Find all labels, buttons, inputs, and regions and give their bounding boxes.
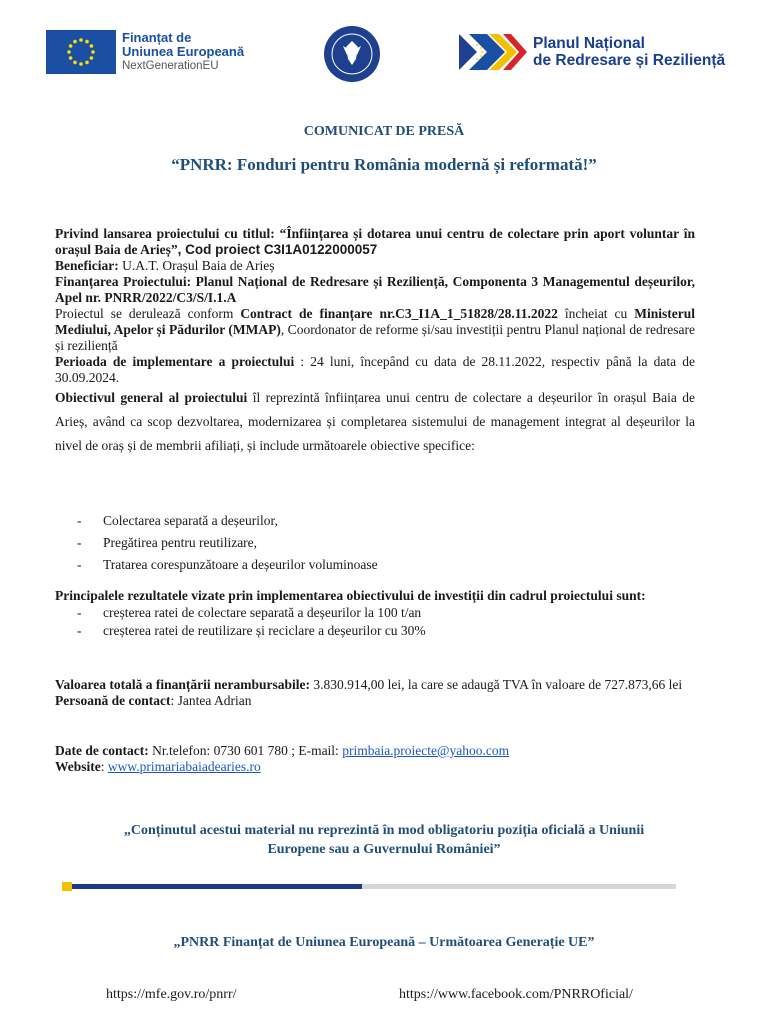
ministry-name: Ministerul Mediului, Apelor și Pădurilor (MMAP): [55, 306, 695, 337]
results-label: Principalele rezultatele vizate prin implementarea obiectivului de investiții din cadrul proiectului sunt:: [55, 588, 646, 603]
specific-objectives-list: [55, 510, 695, 576]
contact-person-label: Persoană de contact: [55, 693, 171, 708]
period-paragraph: [55, 354, 695, 386]
contact-section: [55, 743, 695, 775]
contact-email-link[interactable]: primbaia.proiecte@yahoo.com: [342, 743, 510, 758]
results-heading: [55, 588, 695, 604]
press-release-heading: COMUNICAT DE PRESĂ: [303, 124, 465, 139]
results-section: [55, 588, 695, 640]
eu-logo-line1: Finanțat de: [122, 30, 192, 45]
funding-label: Finanțarea Proiectului: Planul Național de Redresare și Reziliență, Componenta 3 Managementul deșeurilor, Apel nr. PNRR/2022/C3/S/I.1.A: [55, 274, 695, 305]
beneficiary-line: [55, 258, 695, 274]
contact-person-line: [55, 693, 695, 709]
pnrr-logo-icon: [459, 34, 527, 70]
website-label: Website: [55, 759, 101, 774]
eu-funding-logo: [46, 30, 244, 74]
footer-link-facebook[interactable]: https://www.facebook.com/PNRROficial/: [399, 987, 633, 1002]
list-item: - Colectarea separată a deșeurilor,: [55, 510, 695, 532]
press-release-subtitle: “PNRR: Fonduri pentru România modernă și reformată!”: [171, 155, 597, 174]
contact-line: [55, 743, 695, 759]
project-code: , Cod proiect C3I1A0122000057: [177, 242, 378, 257]
contract-post: , Coordonator de reforme și/sau investiții pentru Planul național de redresare și reziliență: [55, 322, 695, 353]
contact-phone: Nr.telefon: 0730 601 780 ; E-mail:: [148, 743, 343, 758]
objective-paragraph: [55, 386, 695, 458]
pnrr-logo-line2: de Redresare și Reziliență: [533, 52, 726, 69]
footer-title: „PNRR Finanțat de Uniunea Europeană – Următoarea Generație UE”: [173, 935, 595, 950]
period-value: : 24 luni, începând cu data de 28.11.2022, respectiv până la data de 30.09.2024.: [55, 354, 695, 385]
project-title: “Înființarea și dotarea unui centru de colectare prin aport voluntar în orașul Baia de Arieș”: [55, 226, 695, 257]
project-title-paragraph: [55, 226, 695, 258]
contact-label: Date de contact:: [55, 743, 149, 758]
list-item: - creșterea ratei de reutilizare și reciclare a deșeurilor cu 30%: [55, 622, 695, 640]
list-item: - Tratarea corespunzătoare a deșeurilor voluminoase: [55, 554, 695, 576]
contact-person-value: : Jantea Adrian: [170, 693, 252, 708]
website-line: [55, 759, 695, 775]
value-label: Valoarea totală a finanțării nerambursabile:: [55, 677, 310, 692]
contract-paragraph: [55, 306, 695, 354]
project-details: [55, 226, 695, 458]
contract-mid: încheiat cu: [557, 306, 635, 321]
pnrr-logo-line1: Planul Național: [533, 35, 645, 52]
contract-pre: Proiectul se derulează conform: [55, 306, 241, 321]
romanian-government-seal-icon: [323, 25, 381, 83]
list-item: - Pregătirea pentru reutilizare,: [55, 532, 695, 554]
list-item: - creșterea ratei de colectare separată a deșeurilor la 100 t/an: [55, 604, 695, 622]
pnrr-logo: [459, 34, 725, 70]
footer-link-mfe[interactable]: https://mfe.gov.ro/pnrr/: [106, 987, 237, 1002]
value-paragraph: [55, 677, 695, 693]
footer-divider: [62, 884, 676, 889]
objective-value: îl reprezintă înființarea unui centru de colectare a deșeurilor în orașul Baia de Arieș, având ca scop dezvoltarea, modernizarea și completarea sistemului de management integrat al deșeurilor la nivel de oraș și de membrii afiliați, și include următoarele obiective specifice:: [55, 390, 695, 453]
contract-number: Contract de finanțare nr.C3_I1A_1_51828/28.11.2022: [240, 306, 558, 321]
financing-section: [55, 677, 695, 709]
eu-logo-line3: NextGenerationEU: [122, 60, 219, 72]
divider-yellow-tip: [62, 882, 72, 891]
results-list: [55, 604, 695, 640]
disclaimer-line1: „Conținutul acestui material nu reprezintă în mod obligatoriu poziția oficială a Uniunii: [123, 823, 645, 838]
project-intro-label: Privind lansarea proiectului cu titlul:: [55, 226, 280, 241]
beneficiary-value: U.A.T. Orașul Baia de Arieș: [118, 258, 275, 273]
eu-logo-line2: Uniunea Europeană: [122, 44, 245, 59]
divider-accent: [62, 884, 362, 889]
specific-objectives-section: [55, 510, 695, 576]
value-amount: 3.830.914,00 lei, la care se adaugă TVA în valoare de 727.873,66 lei: [310, 677, 683, 692]
beneficiary-label: Beneficiar:: [55, 258, 119, 273]
website-link[interactable]: www.primariabaiadearies.ro: [107, 759, 261, 774]
funding-line: [55, 274, 695, 306]
period-label: Perioada de implementare a proiectului: [55, 354, 295, 369]
website-separator: :: [100, 759, 108, 774]
objective-label: Obiectivul general al proiectului: [55, 390, 248, 405]
disclaimer-line2: Europene sau a Guvernului României”: [267, 842, 501, 857]
eu-flag-icon: [46, 30, 116, 74]
disclaimer: [0, 821, 768, 859]
